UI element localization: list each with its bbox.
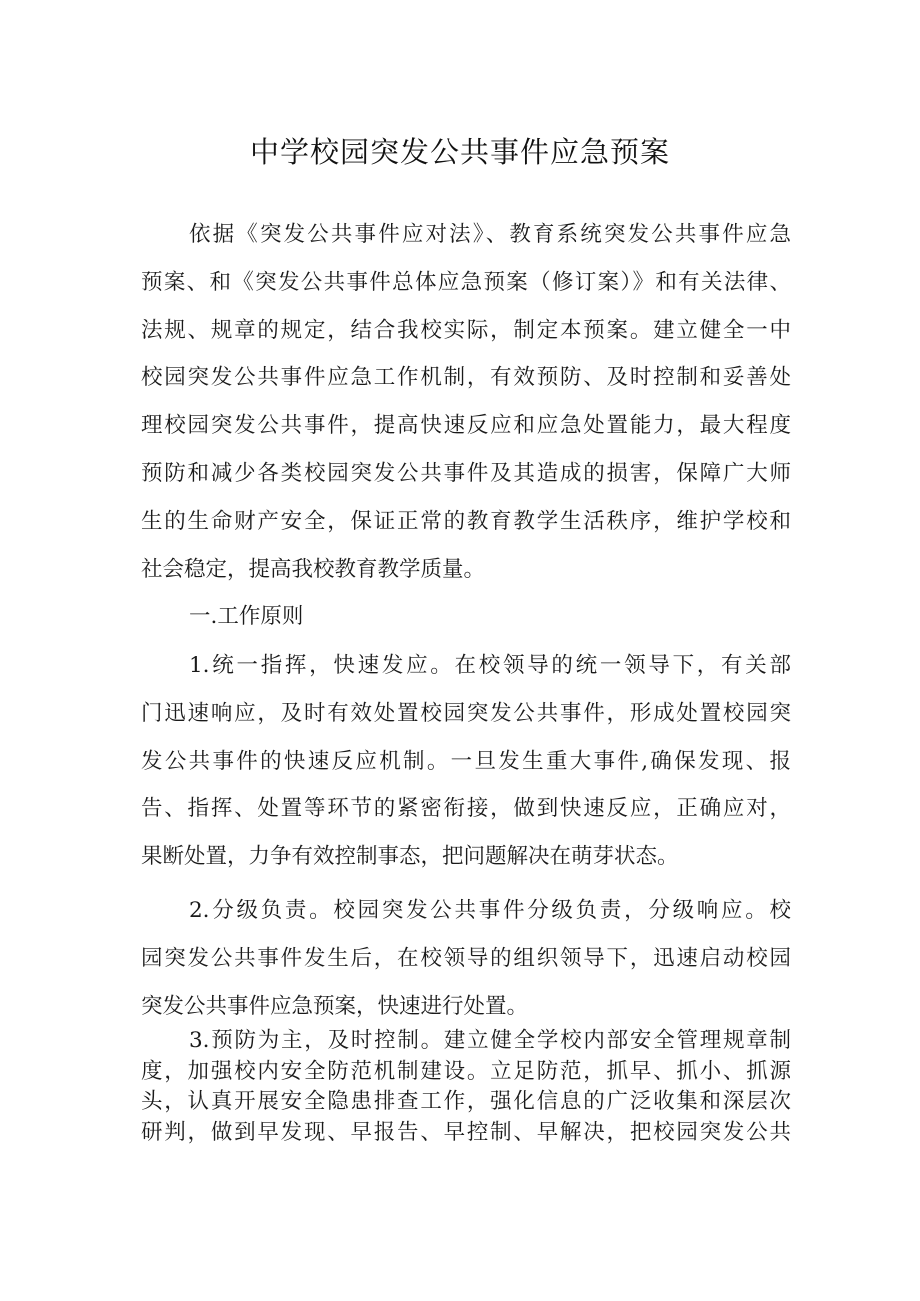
text-line: 依据《突发公共事件应对法》、教育系统突发公共事件应急	[189, 222, 791, 247]
text-line: 告、指挥、处置等环节的紧密衔接，做到快速反应，正确应对，	[141, 796, 791, 822]
text-line: 门迅速响应，及时有效处置校园突发公共事件，形成处置校园突	[141, 700, 791, 726]
text-line: 度，加强校内安全防范机制建设。立足防范，抓早、抓小、抓源	[141, 1058, 791, 1084]
text-line: 突发公共事件应急预案，快速进行处置。	[141, 993, 529, 1019]
principle-2-paragraph	[141, 887, 791, 1030]
text-line: 校园突发公共事件应急工作机制，有效预防、及时控制和妥善处	[141, 365, 791, 391]
text-line: 果断处置，力争有效控制事态，把问题解决在萌芽状态。	[141, 844, 679, 870]
text-line: 头，认真开展安全隐患排查工作，强化信息的广泛收集和深层次	[141, 1089, 791, 1114]
intro-paragraph	[141, 211, 791, 593]
text-line: 预防和减少各类校园突发公共事件及其造成的损害，保障广大师	[141, 460, 791, 486]
text-line: 2.分级负责。校园突发公共事件分级负责，分级响应。校	[189, 898, 791, 923]
text-line: 1.统一指挥，快速发应。在校领导的统一领导下，有关部	[189, 653, 791, 678]
text-line: 预案、和《突发公共事件总体应急预案（修订案）》和有关法律、	[141, 269, 791, 295]
text-line: 社会稳定，提高我校教育教学质量。	[141, 556, 486, 582]
text-line: 园突发公共事件发生后，在校领导的组织领导下，迅速启动校园	[141, 945, 791, 971]
text-line: 3.预防为主，及时控制。建立健全学校内部安全管理规章制	[189, 1028, 791, 1053]
principle-3-paragraph	[141, 1026, 791, 1148]
text-line: 生的生命财产安全，保证正常的教育教学生活秩序，维护学校和	[141, 508, 791, 534]
text-line: 发公共事件的快速反应机制。一旦发生重大事件,确保发现、报	[141, 748, 791, 774]
principle-1-paragraph	[141, 642, 791, 881]
document-title: 中学校园突发公共事件应急预案	[249, 135, 670, 169]
text-line: 法规、规章的规定，结合我校实际，制定本预案。建立健全一中	[141, 317, 791, 343]
text-line: 理校园突发公共事件，提高快速反应和应急处置能力，最大程度	[141, 413, 791, 439]
section-heading: 一.工作原则	[189, 604, 304, 629]
text-line: 研判，做到早发现、早报告、早控制、早解决，把校园突发公共	[141, 1119, 791, 1145]
